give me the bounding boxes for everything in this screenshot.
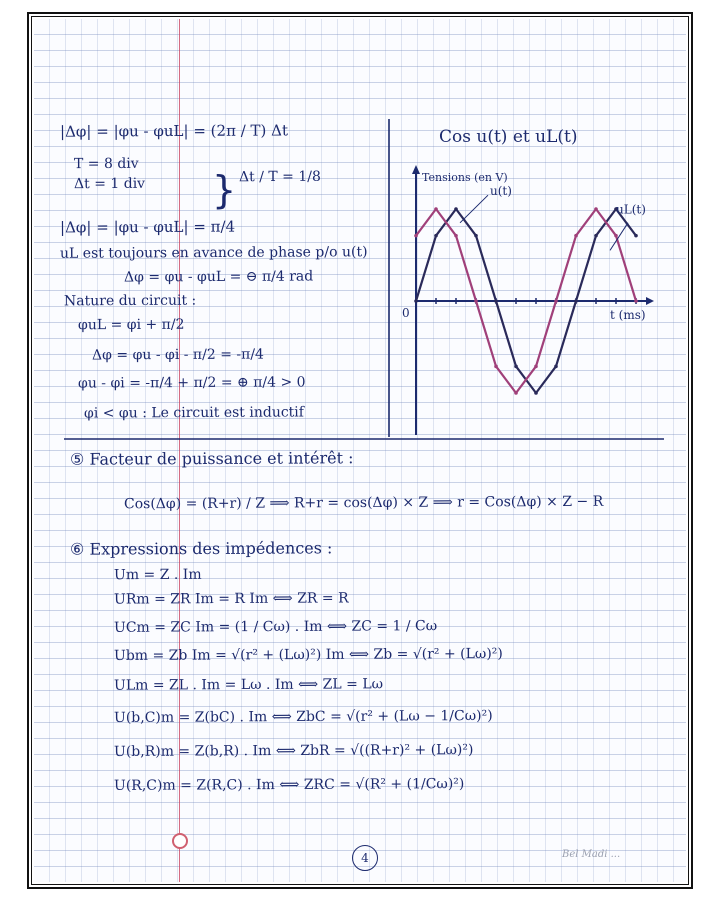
- section-divider: [64, 438, 664, 440]
- phase-ul-relation: φuL = φi + π/2: [77, 316, 185, 334]
- page-number: 4: [352, 845, 378, 871]
- chart-svg: [394, 119, 662, 435]
- data-point: [554, 365, 558, 369]
- data-point: [434, 207, 438, 211]
- power-factor-formula: Cos(Δφ) = (R+r) / Z ⟹ R+r = cos(Δφ) × Z ⟹ r = Cos(Δφ) × Z − R: [123, 493, 604, 513]
- phase-u-minus-i: φu - φi = -π/4 + π/2 = ⊕ π/4 > 0: [77, 374, 306, 392]
- binder-hole-icon: [172, 833, 188, 849]
- data-point: [614, 234, 618, 238]
- y-axis-label: Tensions (en V): [422, 171, 508, 184]
- data-point: [534, 391, 538, 395]
- data-point: [454, 234, 458, 238]
- waveform-chart: [394, 119, 662, 435]
- phase-advance-note: uL est toujours en avance de phase p/o u(t): [59, 244, 368, 262]
- brace-icon: }: [212, 168, 237, 212]
- data-point: [574, 234, 578, 238]
- impedance-line-8: U(R,C)m = Z(R,C) . Im ⟺ ZRC = √(R² + (1/Cω)²): [113, 776, 465, 794]
- data-point: [574, 299, 578, 303]
- data-point: [414, 299, 418, 303]
- impedance-line-6: U(b,C)m = Z(bC) . Im ⟺ ZbC = √(r² + (Lω − 1/Cω)²): [113, 708, 493, 726]
- data-point: [454, 207, 458, 211]
- phase-result: |Δφ| = |φu - φuL| = π/4: [59, 217, 236, 237]
- impedance-line-7: U(b,R)m = Z(b,R) . Im ⟺ ZbR = √((R+r)² + (Lω)²): [113, 742, 474, 760]
- impedance-line-4: Ubm = Zb Im = √(r² + (Lω)²) Im ⟺ Zb = √(r² + (Lω)²): [113, 645, 503, 665]
- data-point: [434, 234, 438, 238]
- column-divider: [388, 119, 390, 437]
- data-point: [474, 299, 478, 303]
- data-point: [514, 391, 518, 395]
- x-axis-label: t (ms): [610, 308, 646, 322]
- origin-label: 0: [402, 306, 410, 320]
- phase-diff-relation: Δφ = φu - φi - π/2 = -π/4: [91, 346, 264, 364]
- circuit-conclusion: φi < φu : Le circuit est inductif: [83, 404, 304, 422]
- delta-t-value: Δt = 1 div: [73, 175, 146, 193]
- data-point: [414, 234, 418, 238]
- circuit-nature-heading: Nature du circuit :: [63, 292, 197, 310]
- section6-title: ⑥ Expressions des impédences :: [69, 538, 333, 559]
- label-leader-u: [460, 195, 488, 223]
- data-point: [594, 234, 598, 238]
- impedance-line-2: URm = ZR Im = R Im ⟺ ZR = R: [113, 590, 349, 608]
- notebook-page: [34, 19, 686, 882]
- series-label-ul: uL(t): [616, 202, 646, 217]
- impedance-line-5: ULm = ZL . Im = Lω . Im ⟺ ZL = Lω: [113, 676, 384, 694]
- data-point: [534, 365, 538, 369]
- data-point: [514, 365, 518, 369]
- data-point: [634, 299, 638, 303]
- impedance-line-3: UCm = ZC Im = (1 / Cω) . Im ⟺ ZC = 1 / Cω: [113, 618, 438, 636]
- ratio-result: Δt / T = 1/8: [238, 168, 321, 186]
- chart-title: Cos u(t) et uL(t): [439, 127, 578, 147]
- phase-signed: Δφ = φu - φuL = ⊖ π/4 rad: [123, 268, 314, 286]
- data-point: [634, 234, 638, 238]
- data-point: [474, 234, 478, 238]
- series-label-u: u(t): [490, 184, 512, 199]
- signature-watermark: Bel Madi ...: [562, 849, 621, 860]
- data-point: [494, 299, 498, 303]
- phase-formula: |Δφ| = |φu - φuL| = (2π / T) Δt: [59, 121, 289, 141]
- period-value: T = 8 div: [73, 155, 139, 173]
- data-point: [494, 365, 498, 369]
- section5-title: ⑤ Facteur de puissance et intérêt :: [69, 448, 354, 469]
- x-axis-arrow-icon: [646, 297, 654, 305]
- data-point: [554, 299, 558, 303]
- data-point: [594, 207, 598, 211]
- y-axis-arrow-icon: [412, 165, 420, 174]
- impedance-line-1: Um = Z . Im: [113, 566, 202, 584]
